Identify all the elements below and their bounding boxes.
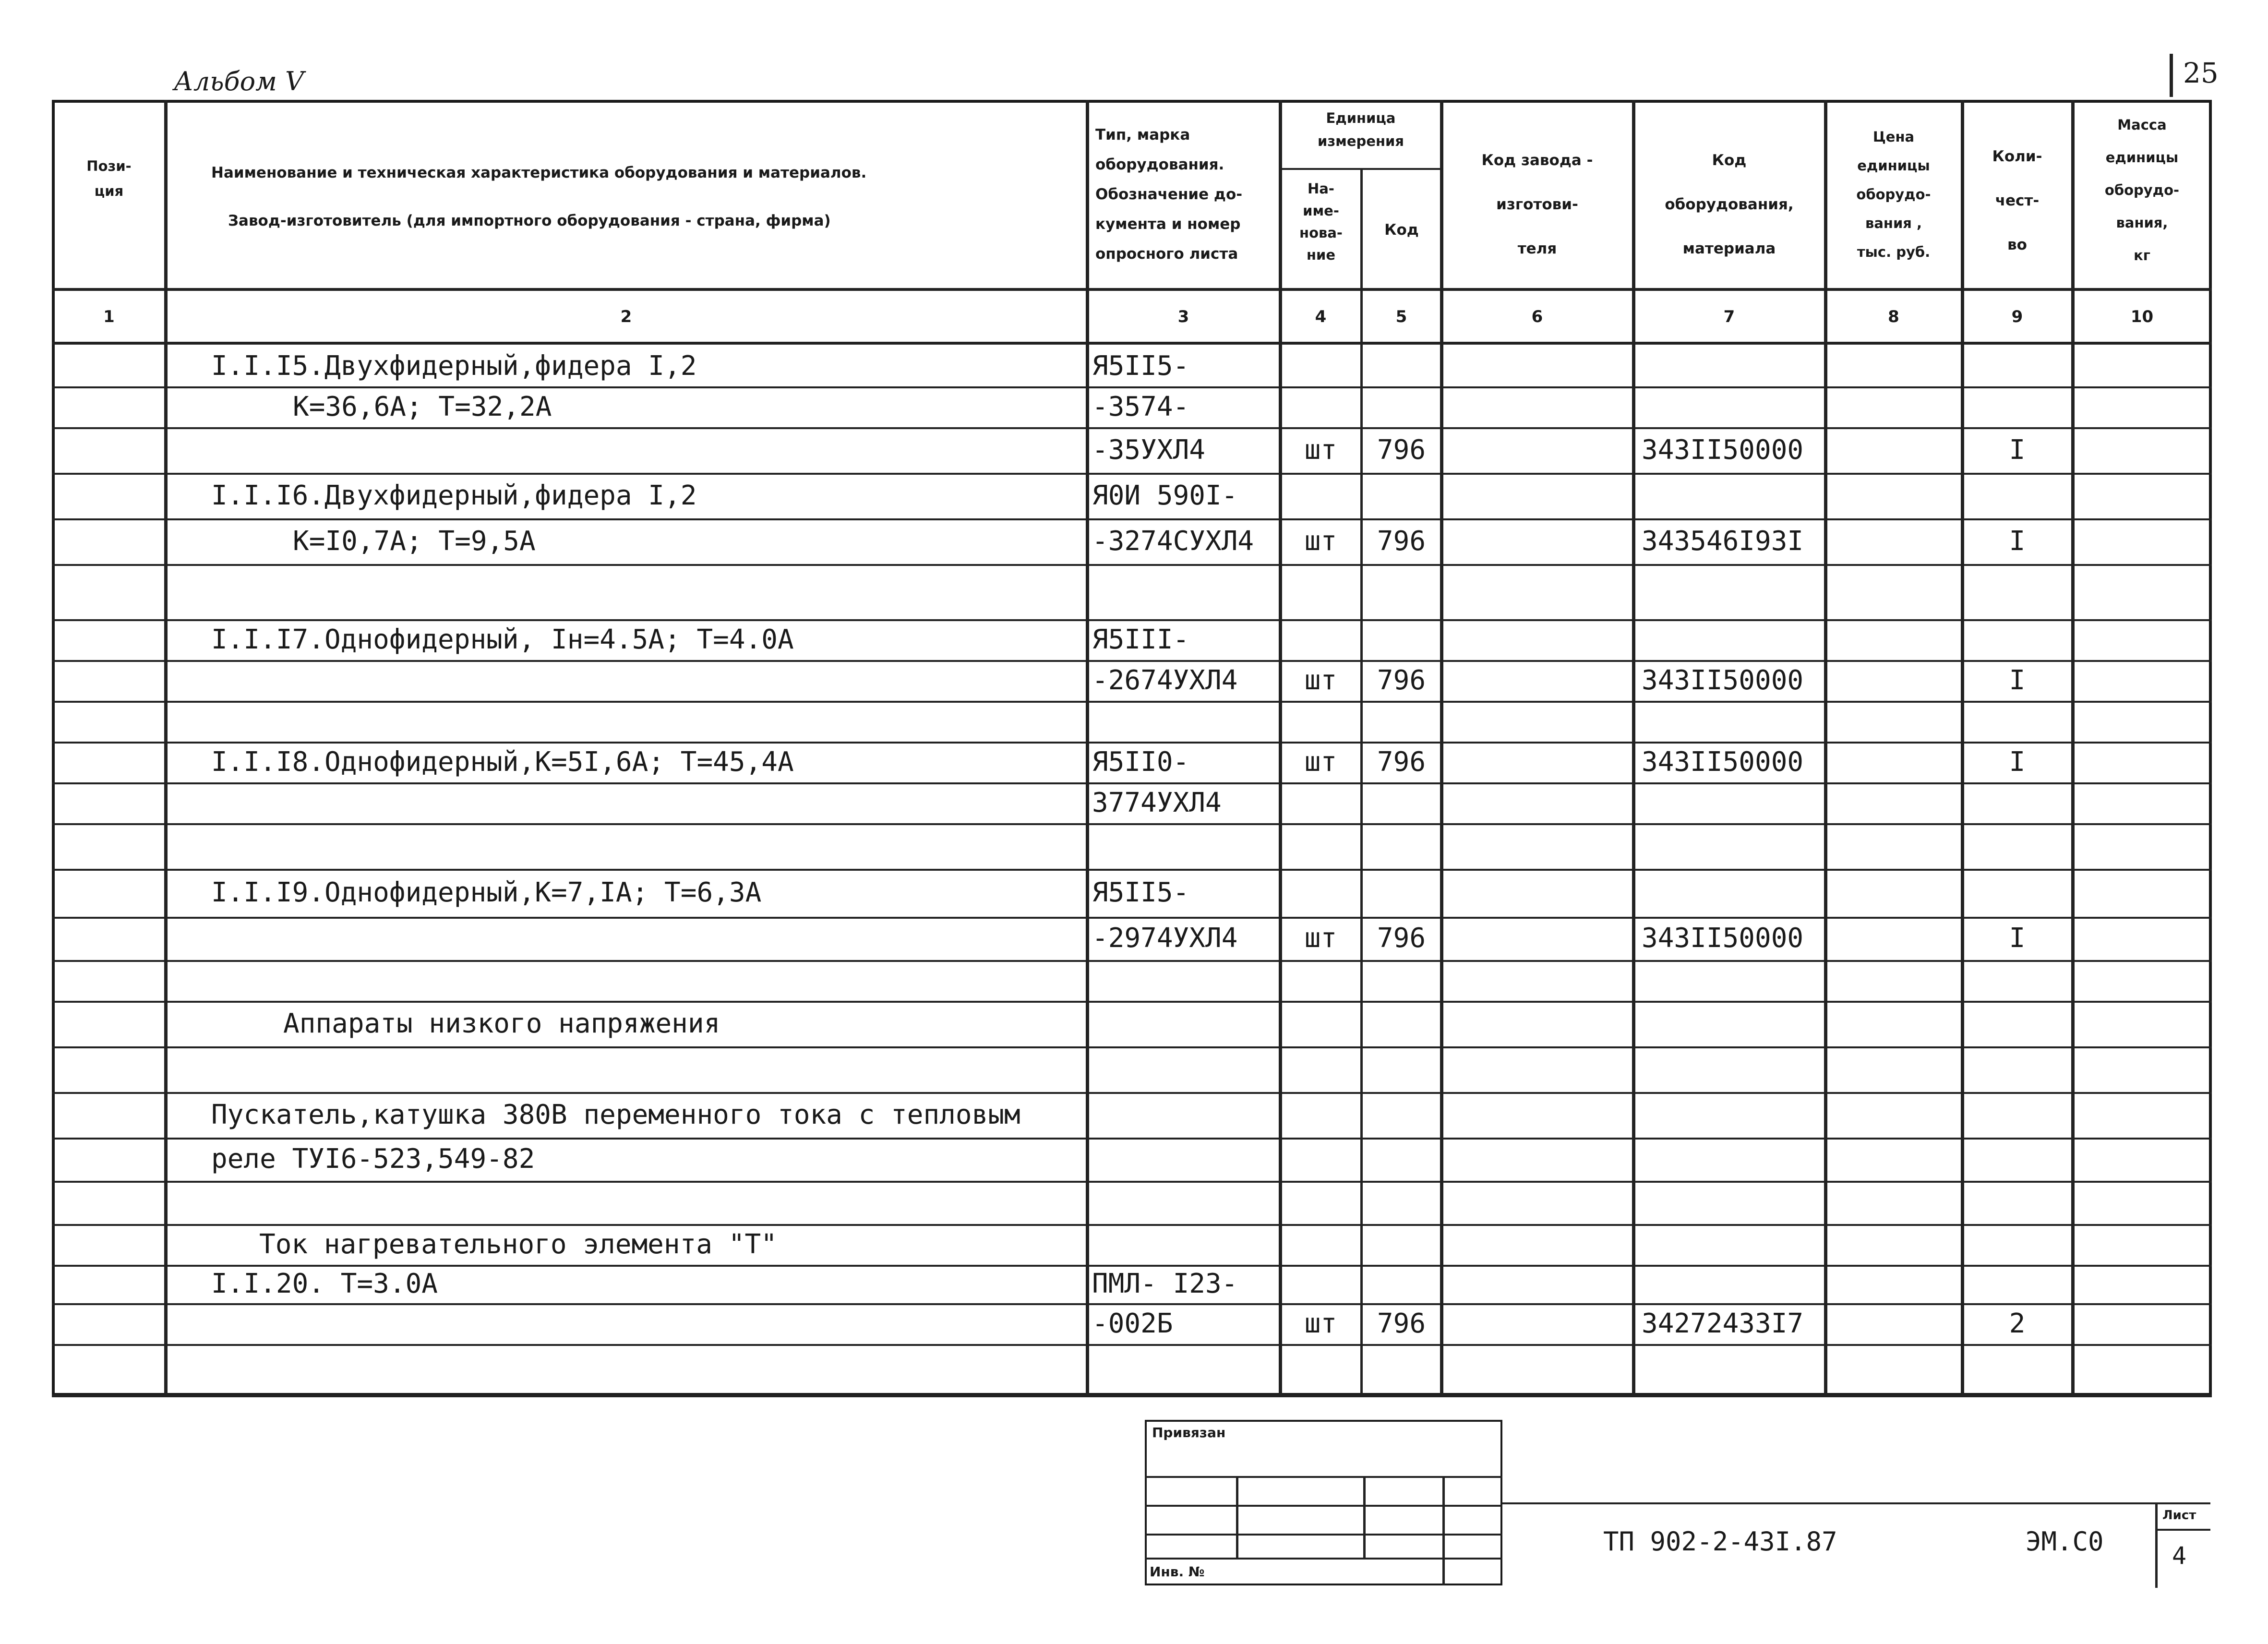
header-bottom-rule [52,288,2212,291]
row-type-cell: Я5II5- [1092,877,1189,908]
approval-stamp-box [1145,1420,1502,1585]
col-divider-9 [2071,100,2075,1396]
row-code-cell: 796 [1377,923,1426,954]
colnum-7: 7 [1723,307,1735,326]
row-unit-cell: шт [1304,746,1337,778]
row-rule [52,917,2212,919]
row-name-cell: I.I.I6.Двухфидерный,фидера I,2 [211,480,697,511]
row-name-cell: I.I.I7.Однофидерный, Iн=4.5А; Т=4.0А [211,624,794,655]
col-divider-4 [1360,168,1363,1396]
col-divider-1 [164,100,168,1396]
header-col1: Пози- ция [86,158,132,199]
row-code-cell: 796 [1377,1308,1426,1339]
header-col10: Масса единицы оборудо- вания, кг [2104,117,2180,264]
header-col2: Наименование и техническая характеристика оборудования и материалов. Завод-изготовитель (для импортного оборудования - страна, фирма) [211,164,867,229]
row-name-cell: К=36,6А; Т=32,2А [293,391,552,422]
corner-divider [2170,54,2173,97]
row-rule [52,427,2212,429]
row-code-cell: 796 [1377,525,1426,557]
row-type-cell: Я5II5- [1092,350,1189,382]
row-unit-cell: шт [1304,525,1337,557]
row-material-cell: 343546I93I [1642,525,1804,557]
colnum-4: 4 [1315,307,1327,326]
row-type-cell: Я5III- [1092,624,1189,655]
row-code-cell: 796 [1377,746,1426,778]
header-col4: На- име- нова- ние [1299,180,1343,263]
titleblock-rule [1502,1502,2210,1504]
row-type-cell: 3774УХЛ4 [1092,787,1222,818]
privyazan-label: Привязан [1152,1425,1226,1440]
colnum-6: 6 [1531,307,1543,326]
row-rule [52,960,2212,962]
col-divider-7 [1824,100,1827,1396]
row-rule [52,564,2212,566]
header-col7: Код оборудования, материала [1665,152,1794,257]
row-rule [52,473,2212,475]
row-unit-cell: шт [1304,923,1337,954]
row-type-cell: -35УХЛ4 [1092,434,1206,466]
row-rule [52,1344,2212,1346]
row-rule [52,1303,2212,1305]
row-unit-cell: шт [1304,434,1337,466]
row-qty-cell: I [2009,923,2026,954]
row-material-cell: 343II50000 [1642,923,1804,954]
section-code: ЭМ.С0 [2026,1526,2104,1557]
colnum-1: 1 [103,307,115,326]
row-rule [52,1092,2212,1094]
row-rule [52,1265,2212,1267]
row-qty-cell: I [2009,664,2026,696]
row-code-cell: 796 [1377,434,1426,466]
stamp-divider-1 [1236,1476,1238,1558]
row-name-cell: I.I.I5.Двухфидерный,фидера I,2 [211,350,697,382]
row-name-cell: I.I.20. Т=3.0А [211,1268,438,1299]
stamp-divider-2 [1363,1476,1366,1558]
row-rule [52,386,2212,388]
row-rule [52,660,2212,662]
row-type-cell: -2974УХЛ4 [1092,923,1238,954]
row-name-cell: К=I0,7А; Т=9,5А [293,525,536,557]
header-unit-group: Единица измерения [1318,110,1404,149]
sheet-number: 4 [2172,1542,2187,1570]
header-col6: Код завода - изготови- теля [1481,152,1593,257]
row-name-cell: Пускатель,катушка 380В переменного тока с тепловым [211,1099,1020,1130]
row-type-cell: -3574- [1092,391,1189,422]
stamp-rule-3 [1145,1534,1502,1536]
sheet-box-rule [2155,1529,2210,1531]
row-name-cell: I.I.I8.Однофидерный,К=5I,6А; Т=45,4А [211,746,794,778]
row-type-cell: -002Б [1092,1308,1173,1339]
row-name-cell: I.I.I9.Однофидерный,К=7,IА; Т=6,3А [211,877,762,908]
album-label: Альбом V [174,66,304,96]
sheet-label: Лист [2162,1508,2196,1523]
row-qty-cell: I [2009,525,2026,557]
inv-no-label: Инв. № [1150,1564,1205,1580]
row-code-cell: 796 [1377,664,1426,696]
col-divider-2 [1086,100,1089,1396]
sheet-box-divider [2155,1502,2158,1588]
corner-page-number: 25 [2183,57,2219,89]
row-rule [52,869,2212,871]
colnum-3: 3 [1177,307,1189,326]
row-unit-cell: шт [1304,664,1337,696]
row-rule [52,782,2212,784]
row-type-cell: ПМЛ- I23- [1092,1268,1238,1299]
row-type-cell: Я5II0- [1092,746,1189,778]
table-body-bottom-rule [52,1394,2212,1397]
row-type-cell: -2674УХЛ4 [1092,664,1238,696]
stamp-rule-2 [1145,1505,1502,1507]
row-qty-cell: I [2009,746,2026,778]
colnum-10: 10 [2130,307,2154,326]
row-name-cell: Ток нагревательного элемента "Т" [259,1228,777,1260]
row-name-cell: Аппараты низкого напряжения [283,1008,720,1039]
colnum-8: 8 [1888,307,1899,326]
colnum-9: 9 [2011,307,2023,326]
col-divider-6 [1632,100,1635,1396]
row-unit-cell: шт [1304,1308,1337,1339]
header-col8: Цена единицы оборудо- вания , тыс. руб. [1856,129,1931,260]
colnum-bottom-rule [52,342,2212,345]
row-rule [52,701,2212,703]
document-code: ТП 902-2-43I.87 [1603,1526,1837,1557]
row-rule [52,1001,2212,1003]
row-rule [52,823,2212,825]
row-rule [52,1181,2212,1183]
colnum-2: 2 [620,307,632,326]
unit-subheader-rule [1279,168,1440,170]
row-rule [52,742,2212,744]
header-col5: Код [1384,221,1419,239]
row-rule [52,518,2212,520]
colnum-5: 5 [1395,307,1407,326]
row-rule [52,619,2212,621]
row-type-cell: -3274СУХЛ4 [1092,525,1254,557]
header-col3: Тип, марка оборудования. Обозначение до- кумента и номер опросного листа [1095,126,1243,263]
stamp-divider-3 [1442,1476,1445,1585]
row-rule [52,1138,2212,1140]
row-name-cell: реле ТУI6-523,549-82 [211,1143,535,1175]
stamp-rule-4 [1145,1558,1502,1560]
row-qty-cell: I [2009,434,2026,466]
row-material-cell: 343II50000 [1642,434,1804,466]
row-material-cell: 34272433I7 [1642,1308,1804,1339]
row-material-cell: 343II50000 [1642,664,1804,696]
row-material-cell: 343II50000 [1642,746,1804,778]
row-rule [52,1224,2212,1226]
col-divider-5 [1440,100,1443,1396]
row-type-cell: Я0И 590I- [1092,480,1238,511]
row-qty-cell: 2 [2009,1308,2026,1339]
row-rule [52,1046,2212,1048]
stamp-rule-1 [1145,1476,1502,1478]
header-col9: Коли- чест- во [1992,148,2042,253]
